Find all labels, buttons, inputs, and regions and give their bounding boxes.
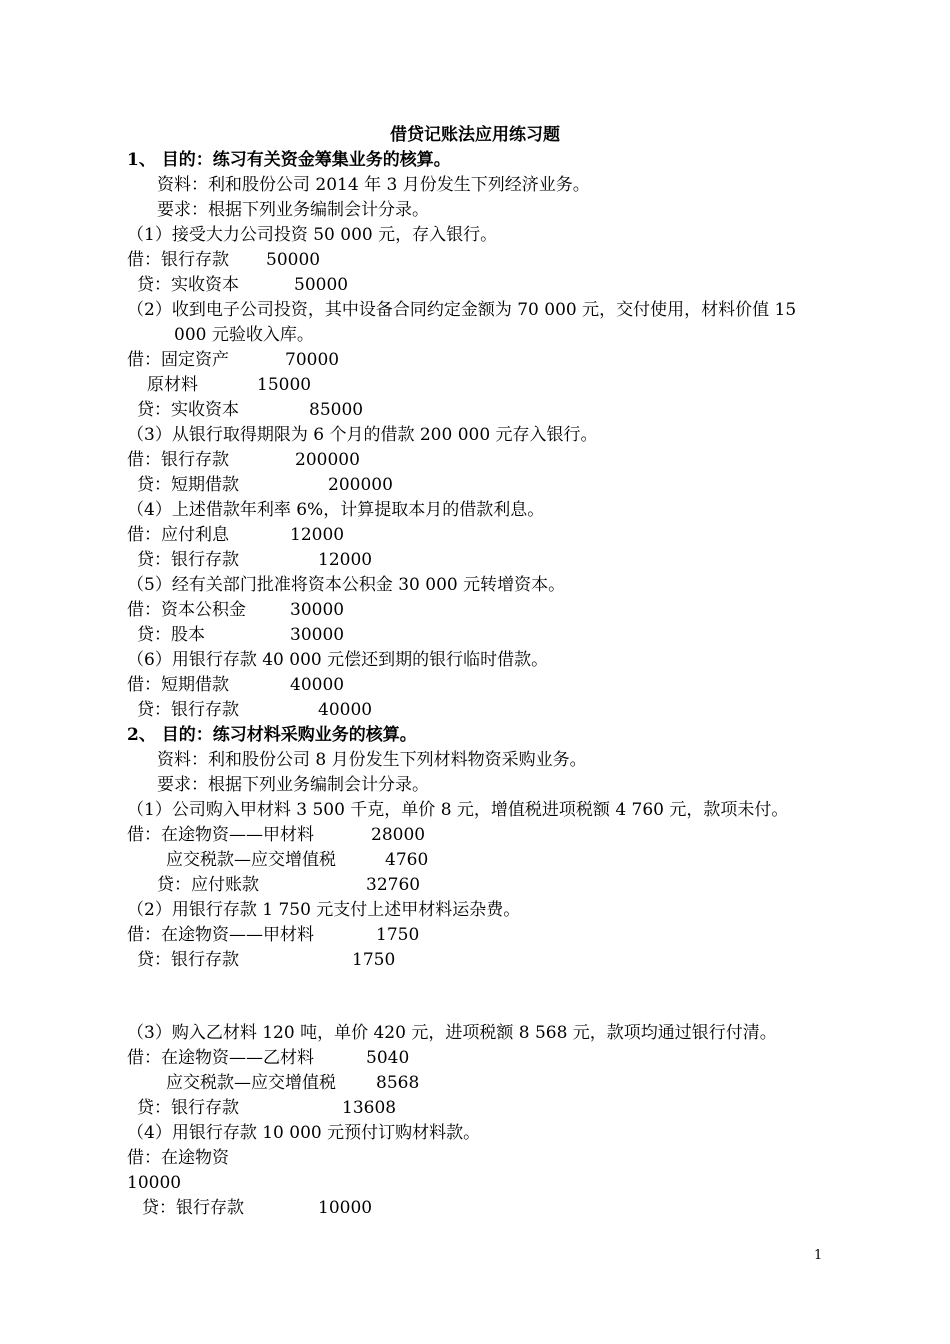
s1-task6-debit-amount: 40000 bbox=[290, 675, 345, 695]
s1-task4-credit-amount: 12000 bbox=[318, 550, 373, 570]
s1-task3: （3）从银行取得期限为 6 个月的借款 200 000 元存入银行。 bbox=[127, 425, 598, 445]
s2-task4-credit-amount: 10000 bbox=[318, 1198, 373, 1218]
s2-task3-debit-amount: 5040 bbox=[366, 1048, 410, 1068]
s1-task6-debit: 借：短期借款 bbox=[127, 675, 229, 695]
s1-task1-credit-amount: 50000 bbox=[294, 275, 349, 295]
s1-task4-debit-amount: 12000 bbox=[290, 525, 345, 545]
section1-material: 资料：利和股份公司 2014 年 3 月份发生下列经济业务。 bbox=[157, 175, 590, 195]
s2-task3-debit2-amount: 8568 bbox=[376, 1073, 420, 1093]
s1-task5: （5）经有关部门批准将资本公积金 30 000 元转增资本。 bbox=[127, 575, 566, 595]
s1-task3-debit-amount: 200000 bbox=[295, 450, 360, 470]
s1-task6-credit: 贷：银行存款 bbox=[137, 700, 239, 720]
s1-task6: （6）用银行存款 40 000 元偿还到期的银行临时借款。 bbox=[127, 650, 549, 670]
s1-task1-debit: 借：银行存款 bbox=[127, 250, 229, 270]
s1-task4: （4）上述借款年利率 6%，计算提取本月的借款利息。 bbox=[127, 500, 545, 520]
s2-task2-debit: 借：在途物资——甲材料 bbox=[127, 925, 314, 945]
section1-heading: 1、 目的：练习有关资金筹集业务的核算。 bbox=[127, 150, 451, 170]
s2-task2: （2）用银行存款 1 750 元支付上述甲材料运杂费。 bbox=[127, 900, 521, 920]
s2-task3: （3）购入乙材料 120 吨，单价 420 元，进项税额 8 568 元，款项均通过银行付清。 bbox=[127, 1023, 777, 1043]
s1-task2-credit: 贷：实收资本 bbox=[137, 400, 239, 420]
s2-task3-debit: 借：在途物资——乙材料 bbox=[127, 1048, 314, 1068]
s2-task1-debit-amount: 28000 bbox=[371, 825, 426, 845]
s2-task4-debit: 借：在途物资 bbox=[127, 1148, 229, 1168]
s1-task2-debit-amount: 70000 bbox=[285, 350, 340, 370]
s1-task1: （1）接受大力公司投资 50 000 元，存入银行。 bbox=[127, 225, 498, 245]
s2-task4-debit-amount: 10000 bbox=[127, 1173, 182, 1193]
s2-task3-credit-amount: 13608 bbox=[342, 1098, 397, 1118]
s1-task5-debit-amount: 30000 bbox=[290, 600, 345, 620]
s1-task2-line1: （2）收到电子公司投资，其中设备合同约定金额为 70 000 元，交付使用，材料价值 15 bbox=[127, 300, 797, 320]
section2-material: 资料：利和股份公司 8 月份发生下列材料物资采购业务。 bbox=[157, 750, 587, 770]
section2-requirement: 要求：根据下列业务编制会计分录。 bbox=[157, 775, 429, 795]
s1-task1-debit-amount: 50000 bbox=[266, 250, 321, 270]
s1-task2-credit-amount: 85000 bbox=[309, 400, 364, 420]
section2-heading: 2、 目的：练习材料采购业务的核算。 bbox=[127, 725, 417, 745]
s1-task5-credit-amount: 30000 bbox=[290, 625, 345, 645]
s2-task3-debit2: 应交税款—应交增值税 bbox=[166, 1073, 336, 1093]
s2-task2-credit-amount: 1750 bbox=[352, 950, 396, 970]
s2-task4-credit: 贷：银行存款 bbox=[142, 1198, 244, 1218]
s2-task1: （1）公司购入甲材料 3 500 千克，单价 8 元，增值税进项税额 4 760 元，款项未付。 bbox=[127, 800, 789, 820]
s2-task3-credit: 贷：银行存款 bbox=[137, 1098, 239, 1118]
s1-task5-debit: 借：资本公积金 bbox=[127, 600, 246, 620]
s2-task1-debit2-amount: 4760 bbox=[385, 850, 429, 870]
section1-requirement: 要求：根据下列业务编制会计分录。 bbox=[157, 200, 429, 220]
s1-task1-credit: 贷：实收资本 bbox=[137, 275, 239, 295]
s2-task1-credit: 贷：应付账款 bbox=[157, 875, 259, 895]
s2-task2-debit-amount: 1750 bbox=[376, 925, 420, 945]
s2-task1-debit2: 应交税款—应交增值税 bbox=[166, 850, 336, 870]
s1-task6-credit-amount: 40000 bbox=[318, 700, 373, 720]
s2-task4: （4）用银行存款 10 000 元预付订购材料款。 bbox=[127, 1123, 481, 1143]
page-title: 借贷记账法应用练习题 bbox=[390, 125, 560, 145]
s1-task3-credit: 贷：短期借款 bbox=[137, 475, 239, 495]
s2-task1-debit: 借：在途物资——甲材料 bbox=[127, 825, 314, 845]
s1-task3-credit-amount: 200000 bbox=[328, 475, 393, 495]
s2-task2-credit: 贷：银行存款 bbox=[137, 950, 239, 970]
s1-task4-debit: 借：应付利息 bbox=[127, 525, 229, 545]
s1-task2-debit: 借：固定资产 bbox=[127, 350, 229, 370]
s1-task2-debit2-amount: 15000 bbox=[257, 375, 312, 395]
s2-task1-credit-amount: 32760 bbox=[366, 875, 421, 895]
s1-task3-debit: 借：银行存款 bbox=[127, 450, 229, 470]
s1-task4-credit: 贷：银行存款 bbox=[137, 550, 239, 570]
s1-task2-debit2: 原材料 bbox=[147, 375, 198, 395]
s1-task5-credit: 贷：股本 bbox=[137, 625, 205, 645]
page-number: 1 bbox=[814, 1248, 823, 1263]
s1-task2-line2: 000 元验收入库。 bbox=[174, 325, 314, 345]
